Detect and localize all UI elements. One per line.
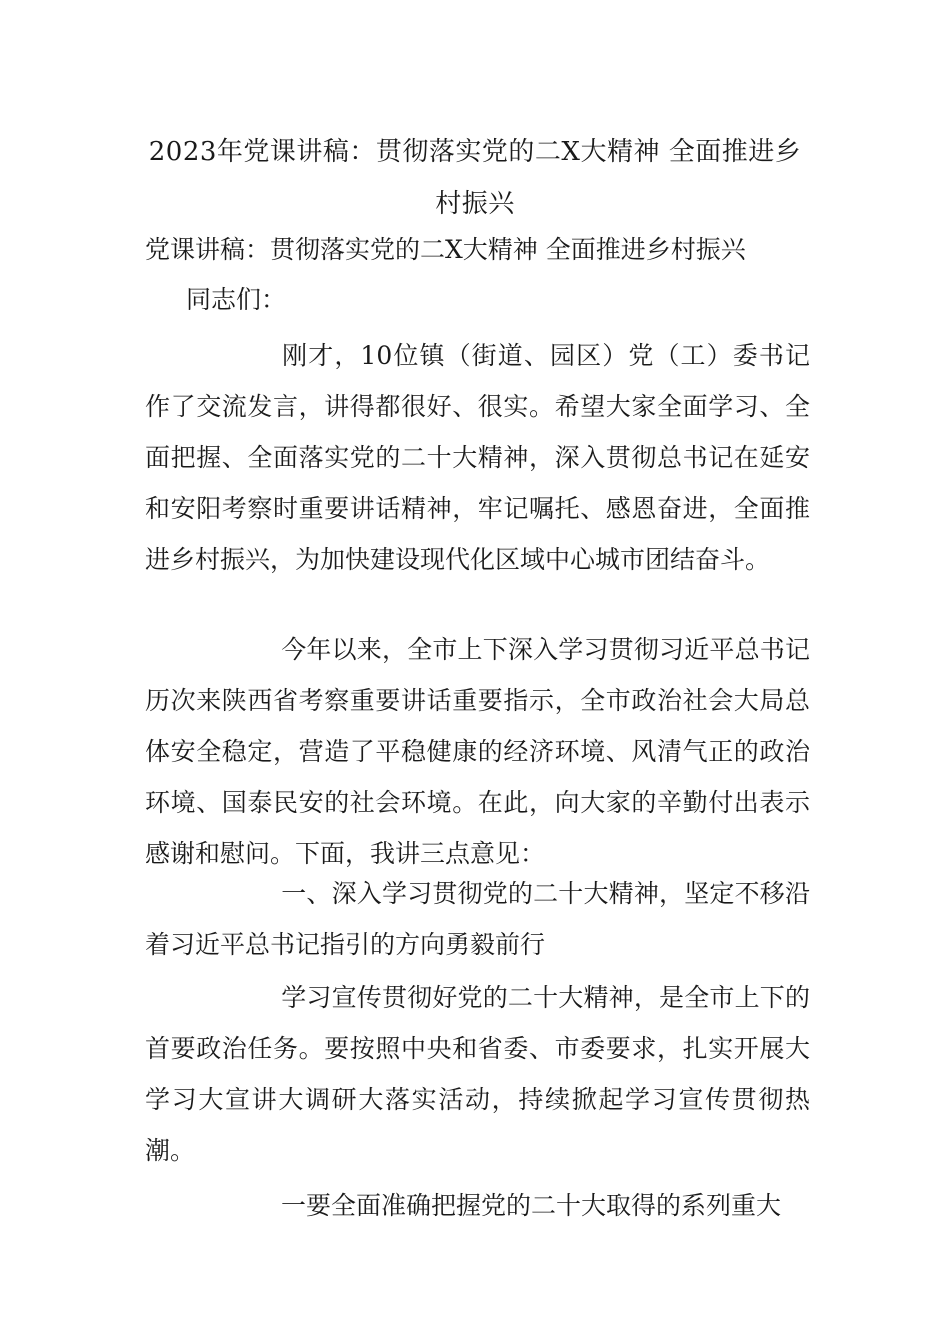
section-heading-1 — [145, 868, 810, 970]
paragraph-2 — [145, 624, 810, 879]
paragraph-3 — [145, 972, 810, 1176]
paragraph-1 — [145, 330, 810, 585]
paragraph-3-text: 学习宣传贯彻好党的二十大精神，是全市上下的首要政治任务。要按照中央和省委、市委要求，扎实开展大学习大宣讲大调研大落实活动，持续掀起学习宣传贯彻热潮。 — [145, 983, 810, 1165]
document-title: 2023年党课讲稿：贯彻落实党的二X大精神 全面推进乡村振兴 — [148, 137, 802, 219]
section-heading-1-text: 一、深入学习贯彻党的二十大精神，坚定不移沿着习近平总书记指引的方向勇毅前行 — [145, 879, 810, 959]
paragraph-2-text: 今年以来，全市上下深入学习贯彻习近平总书记历次来陕西省考察重要讲话重要指示，全市政治社会大局总体安全稳定，营造了平稳健康的经济环境、风清气正的政治环境、国泰民安的社会环境。在此，向大家的辛勤付出表示感谢和慰问。下面，我讲三点意见： — [145, 635, 810, 868]
greeting: 同志们： — [186, 285, 287, 314]
paragraph-1-text: 刚才，10位镇（街道、园区）党（工）委书记作了交流发言，讲得都很好、很实。希望大家全面学习、全面把握、全面落实党的二十大精神，深入贯彻总书记在延安和安阳考察时重要讲话精神，牢记嘱托、感恩奋进，全面推进乡村振兴，为加快建设现代化区域中心城市团结奋斗。 — [145, 341, 810, 574]
paragraph-4-text: 一要全面准确把握党的二十大取得的系列重大 — [281, 1191, 782, 1220]
document-subtitle: 党课讲稿：贯彻落实党的二X大精神 全面推进乡村振兴 — [145, 235, 746, 264]
paragraph-4 — [145, 1180, 810, 1231]
